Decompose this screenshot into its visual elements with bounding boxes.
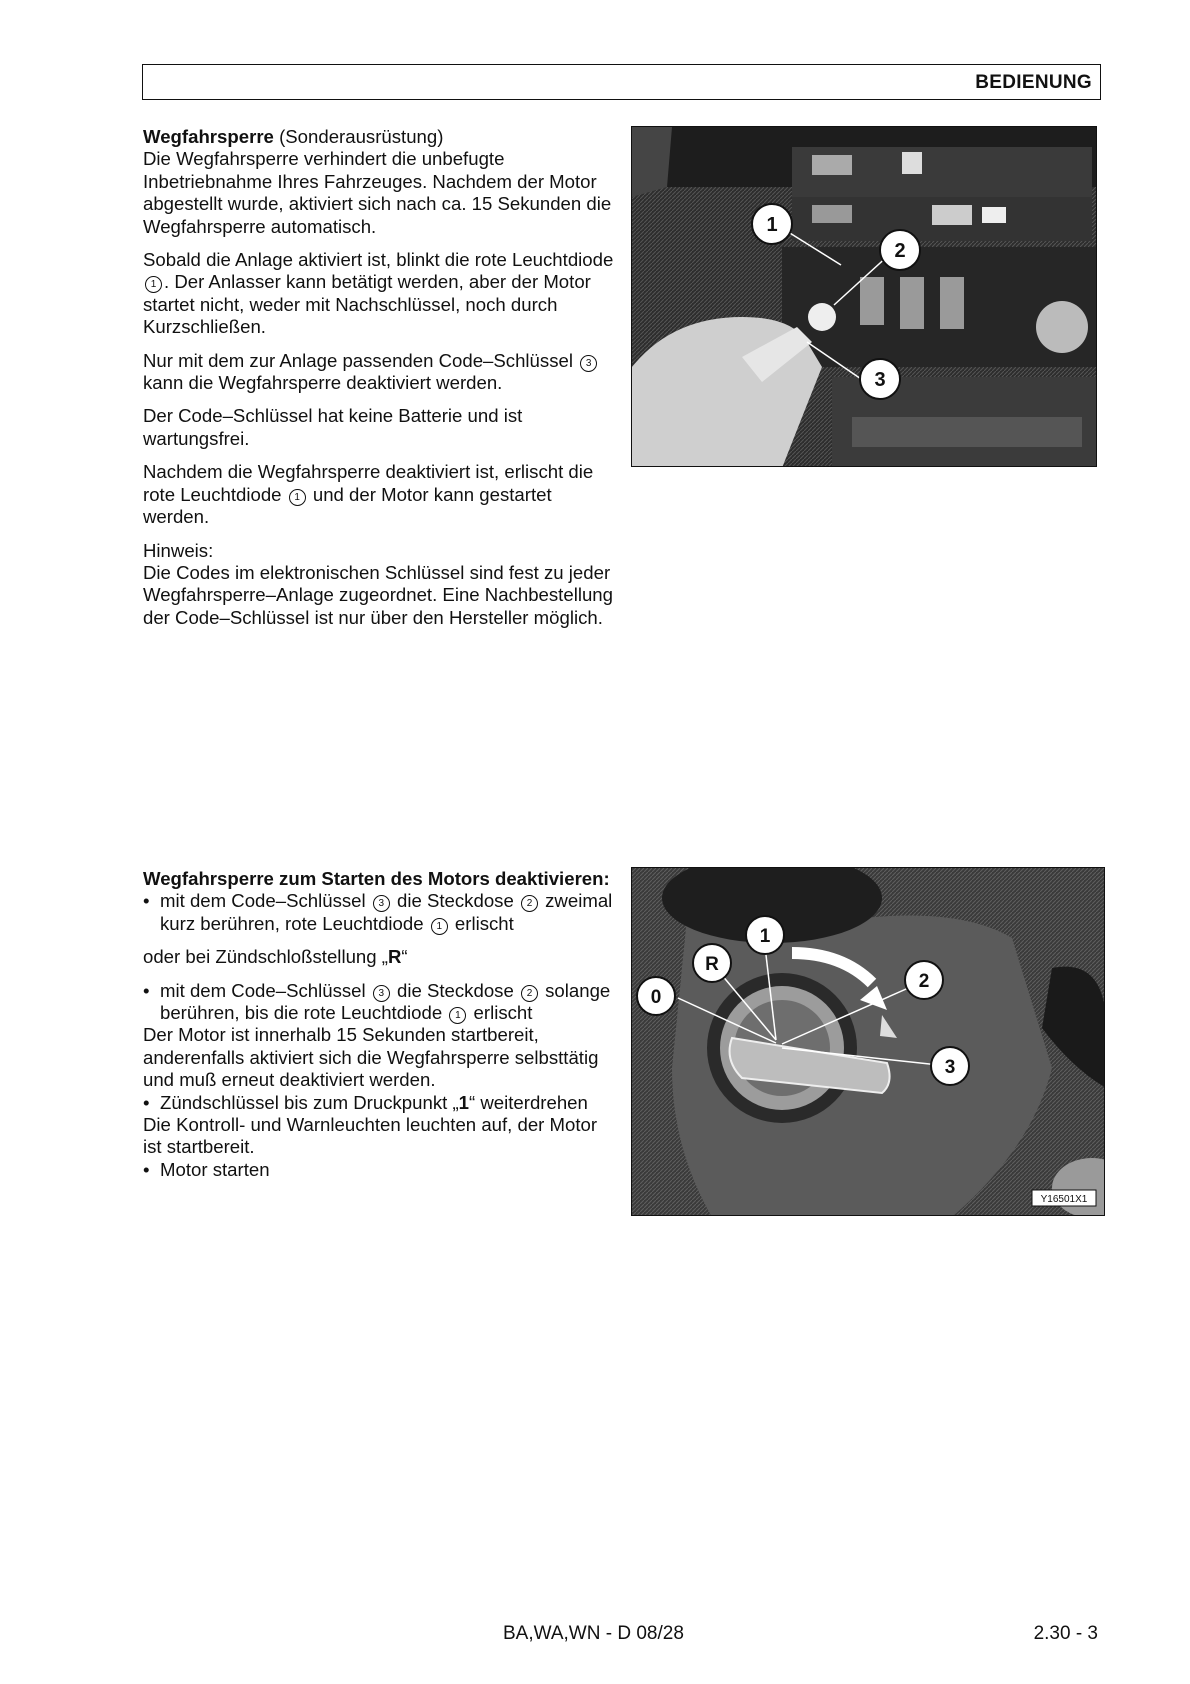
marker-3: 3 <box>373 895 390 912</box>
section2-list-3 <box>143 1092 618 1114</box>
svg-text:1: 1 <box>759 926 771 947</box>
marker-1: 1 <box>431 918 448 935</box>
section2-list-4 <box>143 1159 618 1181</box>
svg-text:3: 3 <box>944 1057 956 1078</box>
position-r: R <box>387 946 402 968</box>
list-item <box>143 980 618 1025</box>
text: mit dem Code–Schlüssel <box>160 979 371 1001</box>
svg-text:2: 2 <box>894 240 906 262</box>
photo-dashboard-illustration <box>632 127 1097 467</box>
text: erlischt <box>468 1002 533 1024</box>
svg-text:R: R <box>705 954 719 975</box>
section2-p2: Die Kontroll- und Warnleuchten leuchten auf, der Motor ist startbereit. <box>143 1114 598 1158</box>
text: Zündschlüssel bis zum Druckpunkt „ <box>160 1091 459 1113</box>
svg-text:3: 3 <box>874 369 886 391</box>
text: oder bei Zündschloßstellung „ <box>143 946 388 968</box>
section1-note <box>143 540 618 630</box>
text: . Der Anlasser kann betätigt werden, aber der Motor startet nicht, weder mit Nachschlüssel, noch durch Kurzschließen. <box>143 271 591 338</box>
callout-2 <box>905 961 943 999</box>
svg-text:Y16501X1: Y16501X1 <box>1040 1194 1088 1205</box>
page-number: 2.30 - 3 <box>1033 1623 1098 1644</box>
marker-3: 3 <box>373 985 390 1002</box>
section1-p1 <box>143 126 618 238</box>
section2-text <box>143 868 618 1181</box>
note-label: Hinweis: <box>143 539 214 561</box>
text: Nachdem die Wegfahrsperre deaktiviert ist, erlischt die rote Leuchtdiode <box>143 461 594 505</box>
marker-1: 1 <box>145 276 162 293</box>
callout-2 <box>880 230 920 270</box>
callout-3 <box>860 359 900 399</box>
marker-2: 2 <box>521 985 538 1002</box>
text: die Steckdose <box>391 979 519 1001</box>
document-code: BA,WA,WN - D 08/28 <box>503 1623 684 1644</box>
marker-1: 1 <box>449 1007 466 1024</box>
image-code-label <box>1032 1190 1096 1206</box>
text: die Steckdose <box>391 890 519 912</box>
section1-title-suffix: (Sonderausrüstung) <box>273 126 444 147</box>
text: zweimal kurz berühren, rote Leuchtdiode <box>160 890 613 934</box>
marker-3: 3 <box>580 355 597 372</box>
svg-text:2: 2 <box>918 971 930 992</box>
list-item <box>143 890 618 935</box>
text: mit dem Code–Schlüssel <box>160 890 371 912</box>
note-text: Die Codes im elektronischen Schlüssel sind fest zu jeder Wegfahrsperre–Anlage zugeordnet. Eine Nachbestellung der Code–Schlüssel ist nur über den Hersteller möglich. <box>143 561 613 628</box>
svg-text:1: 1 <box>766 214 778 236</box>
section1-p4: Der Code–Schlüssel hat keine Batterie und ist wartungsfrei. <box>143 405 523 449</box>
section1-p2 <box>143 249 618 339</box>
photo-ignition-switch <box>631 867 1105 1216</box>
callout-0 <box>637 977 675 1015</box>
section-title: BEDIENUNG <box>975 72 1092 93</box>
list-item <box>143 1092 618 1114</box>
callout-1 <box>746 916 784 954</box>
marker-1: 1 <box>289 489 306 506</box>
callout-r <box>693 944 731 982</box>
text: “ weiterdrehen <box>469 1091 588 1113</box>
section1-text <box>143 126 618 640</box>
text: “ <box>401 946 408 968</box>
section2-p1: Der Motor ist innerhalb 15 Sekunden startbereit, anderenfalls aktiviert sich die Wegfahrsperre selbsttätig und muß erneut deaktiviert werden. <box>143 1024 599 1091</box>
section2-list-1 <box>143 890 618 935</box>
section-header <box>142 64 1101 100</box>
section2-title: Wegfahrsperre zum Starten des Motors deaktivieren: <box>143 868 610 889</box>
callout-1 <box>752 204 792 244</box>
position-1: 1 <box>458 1091 469 1113</box>
section1-intro: Die Wegfahrsperre verhindert die unbefugte Inbetriebnahme Ihres Fahrzeuges. Nachdem der Motor abgestellt wurde, aktiviert sich nach ca. 15 Sekunden die Wegfahrsperre automatisch. <box>143 148 612 237</box>
photo-dashboard-key <box>631 126 1097 467</box>
section1-p5 <box>143 461 618 528</box>
text: kann die Wegfahrsperre deaktiviert werden. <box>143 372 503 394</box>
list-item: • Motor starten <box>143 1159 618 1181</box>
section2-list-2 <box>143 980 618 1025</box>
text: solange berühren, bis die rote Leuchtdiode <box>160 979 611 1024</box>
text: Nur mit dem zur Anlage passenden Code–Schlüssel <box>143 349 579 371</box>
section2-or <box>143 946 618 968</box>
text: erlischt <box>449 912 514 934</box>
text: und der Motor kann gestartet werden. <box>143 483 552 528</box>
svg-text:0: 0 <box>650 987 662 1008</box>
text: Sobald die Anlage aktiviert ist, blinkt die rote Leuchtdiode <box>143 249 614 271</box>
section1-title: Wegfahrsperre <box>143 126 274 147</box>
marker-2: 2 <box>521 895 538 912</box>
callout-3 <box>931 1047 969 1085</box>
section1-p3 <box>143 350 618 395</box>
photo-ignition-illustration <box>632 868 1105 1216</box>
